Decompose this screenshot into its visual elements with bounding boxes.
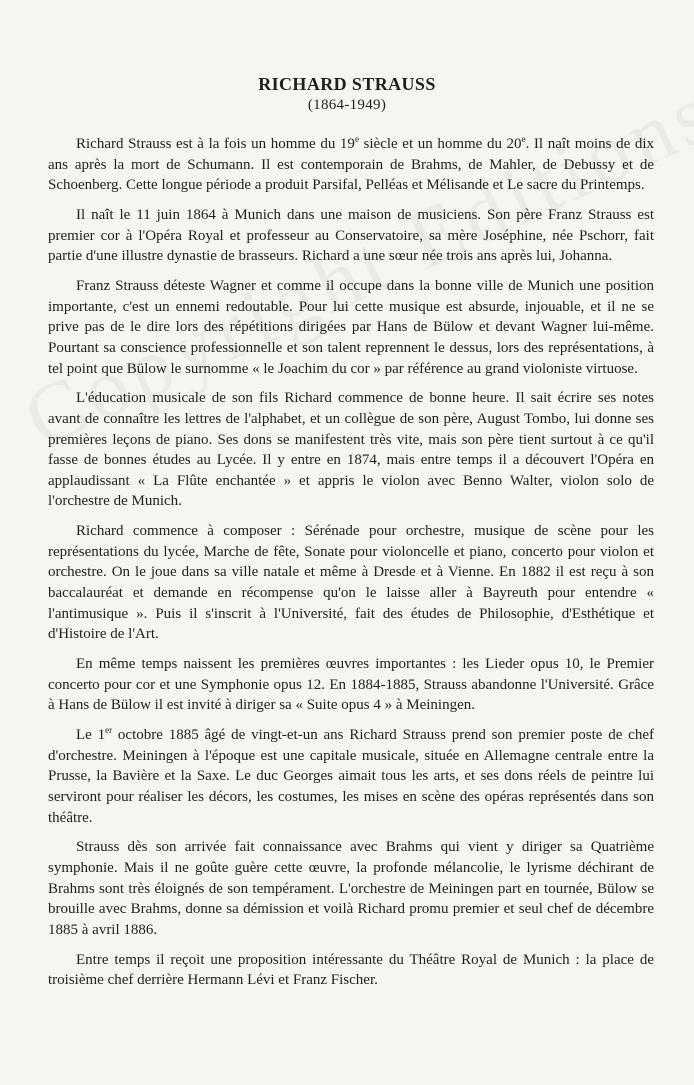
text-run: . Il naît moins de dix ans après la mort de Schumann. Il est contemporain de Brahms, de Mahler, de Debussy et de Schoenberg. Cette longue période a produit Parsifal, Pelléas et Mélisande et Le sacre du Printemps. bbox=[48, 136, 655, 194]
paragraph bbox=[48, 388, 654, 512]
text-run: Il naît le 11 juin 1864 à Munich dans une maison de musiciens. Son père Franz Strauss est premier cor à l'Opéra Royal et professeur au Conservatoire, sa mère Joséphine, née Pschorr, fait partie d'une illustre dynastie de brasseurs. Richard a une sœur née trois ans après lui, Johanna. bbox=[48, 207, 654, 265]
paragraph bbox=[48, 521, 654, 645]
page-title: RICHARD STRAUSS bbox=[258, 74, 436, 94]
page-subtitle-dates: (1864-1949) bbox=[307, 97, 387, 113]
paragraph bbox=[48, 725, 654, 828]
superscript: e bbox=[521, 134, 526, 144]
paragraph bbox=[48, 134, 654, 196]
paragraph bbox=[48, 950, 654, 991]
paragraph bbox=[48, 654, 654, 716]
article-body bbox=[48, 134, 654, 1000]
superscript: er bbox=[105, 725, 113, 736]
paragraph bbox=[48, 276, 654, 379]
paragraph bbox=[48, 205, 654, 267]
superscript: e bbox=[354, 134, 359, 144]
text-run: siècle et un homme du 20 bbox=[358, 136, 522, 152]
text-run: L'éducation musicale de son fils Richard commence de bonne heure. Il sait écrire ses notes avant de connaître les lettres de l'alphabet, et un collègue de son père, August Tombo, lui donne ses premières leçons de piano. Ses dons se manifestent très vite, mais son père tient surtout à ce qu'il fasse de bonnes études au Lycée. Il y entre en 1874, mais entre temps il a découvert l'Opéra en applaudissant « La Flûte enchantée » et appris le violon avec Benno Walter, violon solo de l'orchestre de Munich. bbox=[48, 390, 654, 510]
text-run: En même temps naissent les premières œuvres importantes : les Lieder opus 10, le Premier concerto pour cor et une Symphonie opus 12. En 1884-1885, Strauss abandonne l'Université. Grâce à Hans de Bülow il est invité à diriger sa « Suite opus 4 » à Meiningen. bbox=[48, 656, 654, 714]
paragraph bbox=[48, 837, 654, 940]
text-run: Entre temps il reçoit une proposition intéressante du Théâtre Royal de Munich : la place de troisième chef derrière Hermann Lévi et Franz Fischer. bbox=[48, 951, 654, 989]
text-run: Franz Strauss déteste Wagner et comme il occupe dans la bonne ville de Munich une position importante, c'est un ennemi redoutable. Pour lui cette musique est absurde, injouable, et il ne se prive pas de le dire lors des répétitions dirigées par Hans de Bülow et devant Wagner lui-même. Pourtant sa conscience professionnelle et son talent reprennent le dessus, lors des représentations, à tel point que Bülow le surnomme « le Joachim du cor » par référence au grand violoniste virtuose. bbox=[48, 278, 654, 377]
text-run: Le 1 bbox=[76, 727, 106, 744]
text-run: Richard Strauss est à la fois un homme du 19 bbox=[76, 136, 355, 152]
text-run: octobre 1885 âgé de vingt-et-un ans Richard Strauss prend son premier poste de chef d'orchestre. Meiningen à l'époque est une capitale musicale, située en Allemagne centrale entre la Prusse, la Bavière et la Saxe. Le duc Georges aimait tous les arts, et ses dons réels de peintre lui serviront pour réaliser les décors, les costumes, les mises en scène des opéras représentés dans son théâtre. bbox=[48, 727, 654, 826]
text-run: Richard commence à composer : Sérénade pour orchestre, musique de scène pour les représentations du lycée, Marche de fête, Sonate pour violoncelle et piano, concerto pour violon et orchestre. On le joue dans sa ville natale et même à Dresde et à Vienne. En 1882 il est reçu à son baccalauréat et demande en récompense qu'on le laisse aller à Bayreuth pour entendre « l'antimusique ». Puis il s'inscrit à l'Université, fait des études de Philosophie, d'Esthétique et d'Histoire de l'Art. bbox=[48, 523, 654, 643]
text-run: Strauss dès son arrivée fait connaissance avec Brahms qui vient y diriger sa Quatrième symphonie. Mais il ne goûte guère cette œuvre, la profonde mélancolie, le lyrisme déchirant de Brahms sont très éloignés de son tempérament. L'orchestre de Meiningen part en tournée, Bülow se brouille avec Brahms, donne sa démission et voilà Richard promu premier et seul chef de décembre 1885 à avril 1886. bbox=[48, 839, 654, 938]
